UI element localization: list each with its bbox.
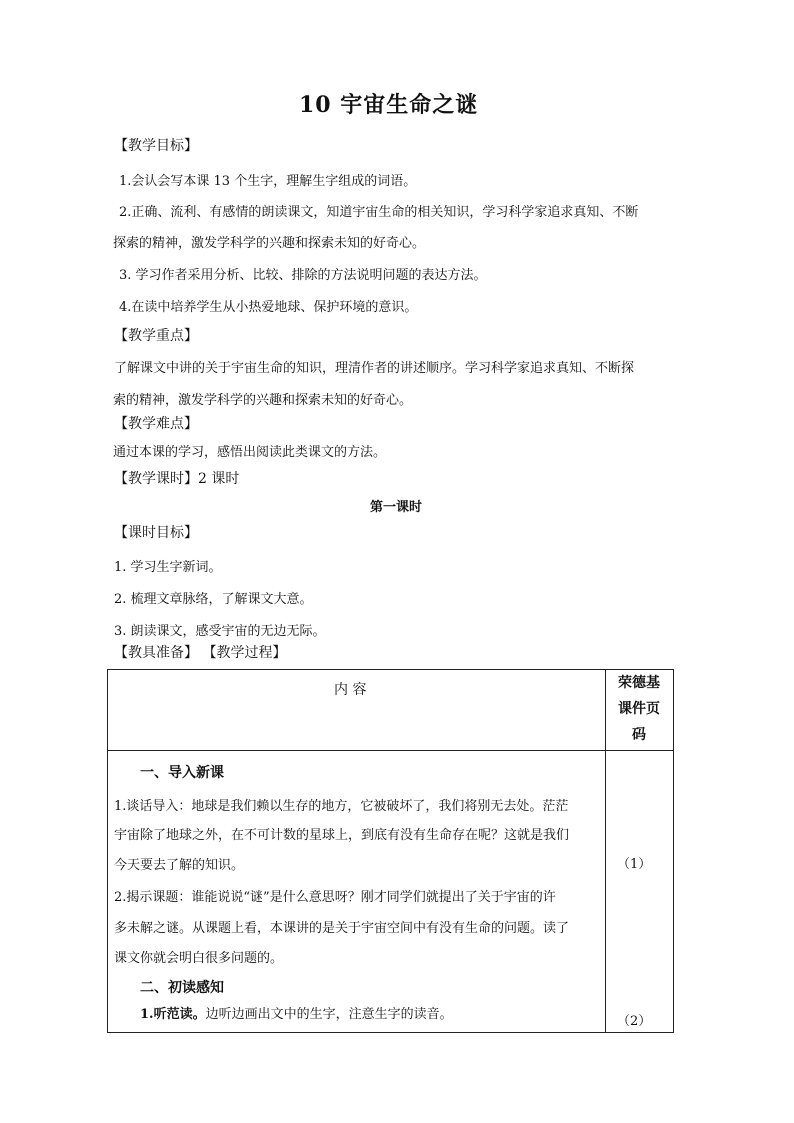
section-1-para-2-line-2: 多未解之谜。从课题上看，本课讲的是关于宇宙空间中有没有生命的问题。读了 <box>114 921 570 936</box>
section-1-para-2-line-3: 课文你就会明白很多问题的。 <box>114 951 284 966</box>
section-1-para-1-line-2: 宇宙除了地球之外，在不可计数的星球上，到底有没有生命存在呢？这就是我们 <box>114 828 570 843</box>
difficulty-heading: 【教学难点】 <box>114 416 198 432</box>
lesson-goal-3: 3. 朗读课文，感受宇宙的无边无际。 <box>114 624 326 639</box>
goal-item-3: 3. 学习作者采用分析、比较、排除的方法说明问题的表达方法。 <box>119 268 487 283</box>
table-column-divider <box>605 669 606 1033</box>
goal-item-2-line-1: 2.正确、流利、有感情的朗读课文，知道宇宙生命的相关知识，学习科学家追求真知、不断 <box>119 205 639 220</box>
lesson-goal-1: 1. 学习生字新词。 <box>114 560 222 575</box>
section-2-para-1-lead: 1.听范读。 <box>140 1007 206 1022</box>
table-header-page-line-2: 课件页 <box>618 701 660 717</box>
hours-line: 【教学课时】2 课时 <box>114 471 240 487</box>
section-1-para-1-line-3: 今天要去了解的知识。 <box>114 858 245 873</box>
goals-heading: 【教学目标】 <box>114 138 198 154</box>
goal-item-2-line-2: 探索的精神，激发学科学的兴趣和探索未知的好奇心。 <box>113 236 426 251</box>
prep-line: 【教具准备】 【教学过程】 <box>114 645 287 661</box>
lesson-goals-heading: 【课时目标】 <box>114 525 198 541</box>
table-header-page-line-3: 码 <box>632 727 646 743</box>
keypoints-heading: 【教学重点】 <box>114 328 198 344</box>
keypoints-line-1: 了解课文中讲的关于宇宙生命的知识，理清作者的讲述顺序。学习科学家追求真知、不断探 <box>114 361 635 376</box>
page-ref-2: （2） <box>617 1014 652 1029</box>
section-1-title: 一、导入新课 <box>140 765 224 781</box>
section-2-title: 二、初读感知 <box>140 980 224 996</box>
page-title: 10 宇宙生命之谜 <box>299 92 479 118</box>
goal-item-4: 4.在读中培养学生从小热爱地球、保护环境的意识。 <box>119 300 418 315</box>
difficulty-line-1: 通过本课的学习，感悟出阅读此类课文的方法。 <box>113 445 387 460</box>
section-1-para-1-line-1: 1.谈话导入：地球是我们赖以生存的地方，它被破坏了，我们将别无去处。茫茫 <box>114 799 569 814</box>
section-2-para-1-text: 边听边画出文中的生字，注意生字的读音。 <box>205 1007 453 1022</box>
table-header-page-line-1: 荣德基 <box>618 675 660 691</box>
table-header-divider <box>107 750 674 751</box>
section-2-para-1 <box>140 1003 453 1022</box>
first-lesson-heading: 第一课时 <box>370 500 423 515</box>
table-header-content: 内 容 <box>334 682 367 698</box>
section-1-para-2-line-1: 2.揭示课题：谁能说说“谜”是什么意思呀？刚才同学们就提出了关于宇宙的许 <box>114 890 556 905</box>
keypoints-line-2: 索的精神，激发学科学的兴趣和探索未知的好奇心。 <box>113 393 413 408</box>
goal-item-1: 1.会认会写本课 13 个生字，理解生字组成的词语。 <box>119 174 417 189</box>
lesson-goal-2: 2. 梳理文章脉络，了解课文大意。 <box>114 592 313 607</box>
page-ref-1: （1） <box>617 857 652 872</box>
